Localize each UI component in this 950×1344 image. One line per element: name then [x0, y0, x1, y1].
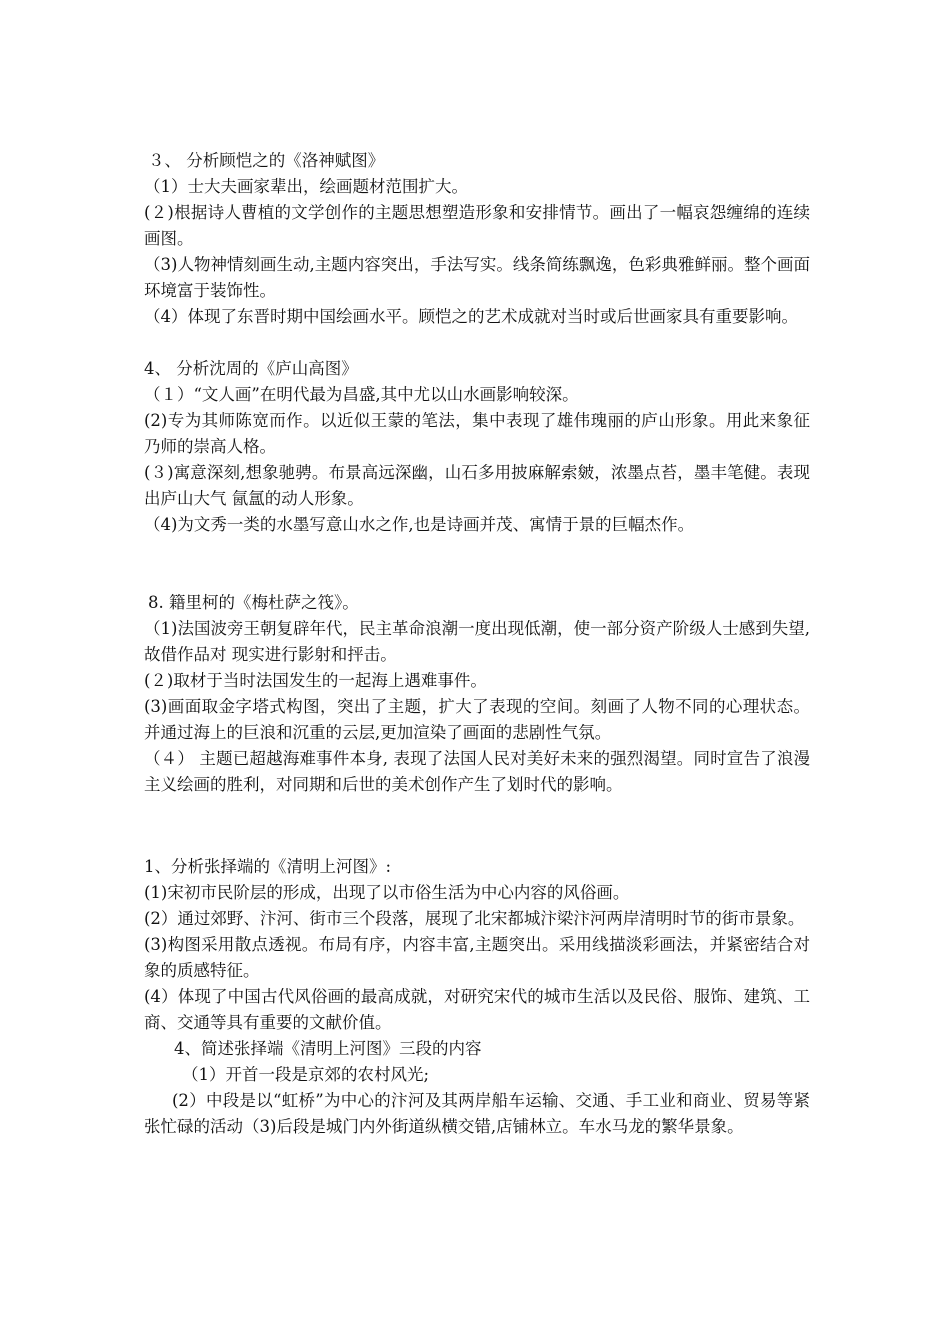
paragraph: （1）士大夫画家辈出，绘画题材范围扩大。	[144, 177, 468, 196]
paragraph: （１）“文人画”在明代最为昌盛,其中尤以山水画影响较深。	[144, 385, 579, 404]
section-medusa	[144, 590, 810, 798]
paragraph: (２)取材于当时法国发生的一起海上遇难事件。	[144, 671, 487, 690]
paragraph: （4）体现了东晋时期中国绘画水平。顾恺之的艺术成就对当时或后世画家具有重要影响。	[144, 307, 798, 326]
paragraph: (２)根据诗人曹植的文学创作的主题思想塑造形象和安排情节。画出了一幅哀怨缠绵的连续画图。	[144, 203, 810, 248]
paragraph: (2)专为其师陈宽而作。以近似王蒙的笔法，集中表现了雄伟瑰丽的庐山形象。用此来象征乃师的崇高人格。	[144, 411, 810, 456]
section-lushan	[144, 356, 810, 538]
paragraph: (4）体现了中国古代风俗画的最高成就，对研究宋代的城市生活以及民俗、服饰、建筑、工商、交通等具有重要的文献价值。	[144, 987, 810, 1032]
paragraph: （3)人物神情刻画生动,主题内容突出，手法写实。线条简练飘逸，色彩典雅鲜丽。整个画面环境富于装饰性。	[144, 255, 810, 300]
section-title: ３、 分析顾恺之的《洛神赋图》	[148, 151, 385, 170]
section-title: 8. 籍里柯的《梅杜萨之筏》。	[148, 593, 359, 612]
paragraph: (3)画面取金字塔式构图，突出了主题，扩大了表现的空间。刻画了人物不同的心理状态。并通过海上的巨浪和沉重的云层,更加渲染了画面的悲剧性气氛。	[144, 697, 810, 742]
paragraph: (3)构图采用散点透视。布局有序，内容丰富,主题突出。采用线描淡彩画法，并紧密结合对象的质感特征。	[144, 935, 810, 980]
spacer	[144, 798, 810, 854]
section-luoshen	[144, 148, 810, 330]
paragraph: (３)寓意深刻,想象驰骋。布景高远深幽，山石多用披麻解索皴，浓墨点苔，墨丰笔健。表现出庐山大气 氤氲的动人形象。	[144, 463, 810, 508]
paragraph: （1)法国波旁王朝复辟年代，民主革命浪潮一度出现低潮，使一部分资产阶级人士感到失望,故借作品对 现实进行影射和抨击。	[144, 619, 810, 664]
section-qingming	[144, 854, 810, 1036]
spacer	[144, 330, 810, 356]
paragraph: (1)宋初市民阶层的形成，出现了以市俗生活为中心内容的风俗画。	[144, 883, 630, 902]
section-qingming-three-parts	[144, 1036, 810, 1140]
section-title: 4、简述张择端《清明上河图》三段的内容	[174, 1039, 482, 1058]
section-title: 4、 分析沈周的《庐山高图》	[144, 359, 358, 378]
paragraph: （4)为文秀一类的水墨写意山水之作,也是诗画并茂、寓情于景的巨幅杰作。	[144, 515, 695, 534]
paragraph: (2）中段是以“虹桥”为中心的汴河及其两岸船车运输、交通、手工业和商业、贸易等紧张忙碌的活动（3)后段是城门内外街道纵横交错,店铺林立。车水马龙的繁华景象。	[144, 1091, 810, 1136]
paragraph: (2）通过郊野、汴河、街市三个段落，展现了北宋都城汴梁汴河两岸清明时节的街市景象。	[144, 909, 805, 928]
paragraph: （４） 主题已超越海难事件本身, 表现了法国人民对美好未来的强烈渴望。同时宣告了浪漫主义绘画的胜利，对同期和后世的美术创作产生了划时代的影响。	[144, 749, 810, 794]
spacer	[144, 538, 810, 590]
document-page	[144, 148, 810, 1140]
paragraph: （1）开首一段是京郊的农村风光;	[182, 1065, 430, 1084]
section-title: 1、分析张择端的《清明上河图》:	[144, 857, 392, 876]
